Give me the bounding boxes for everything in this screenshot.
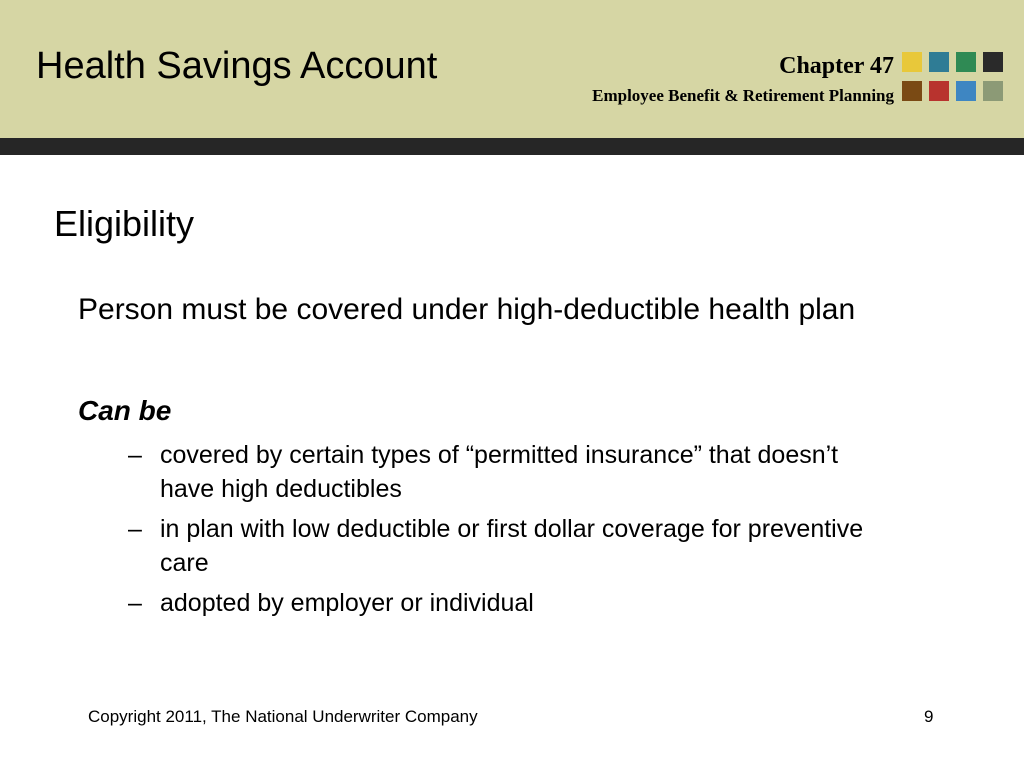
dash-bullet: – (128, 441, 142, 469)
list-item (128, 512, 888, 580)
swatch-red (929, 81, 949, 101)
deck-title: Health Savings Account (36, 45, 438, 87)
color-swatch-logo (902, 52, 1006, 104)
body-paragraph: Person must be covered under high-deductible health plan (78, 293, 856, 326)
dash-bullet: – (128, 589, 142, 617)
list-item (128, 586, 888, 620)
list-item (128, 438, 888, 506)
swatch-brown (902, 81, 922, 101)
list-item-text: in plan with low deductible or first dollar coverage for preventive care (160, 515, 864, 577)
swatch-yellow (902, 52, 922, 72)
list-item-text: covered by certain types of “permitted insurance” that doesn’t have high deductibles (160, 441, 839, 503)
dash-bullet: – (128, 515, 142, 543)
list-item-text: adopted by employer or individual (160, 589, 534, 617)
chapter-label: Chapter 47 (779, 53, 894, 79)
slide-heading: Eligibility (54, 203, 195, 244)
swatch-black (983, 52, 1003, 72)
swatch-blue (956, 81, 976, 101)
bullet-list (128, 438, 888, 626)
subheading: Can be (78, 395, 172, 426)
page-number: 9 (924, 707, 934, 726)
footer-copyright: Copyright 2011, The National Underwriter Company (88, 707, 478, 726)
header-divider-bar (0, 138, 1024, 155)
swatch-green (956, 52, 976, 72)
book-title: Employee Benefit & Retirement Planning (592, 86, 894, 105)
swatch-sage (983, 81, 1003, 101)
header-band (0, 0, 1024, 138)
swatch-teal (929, 52, 949, 72)
